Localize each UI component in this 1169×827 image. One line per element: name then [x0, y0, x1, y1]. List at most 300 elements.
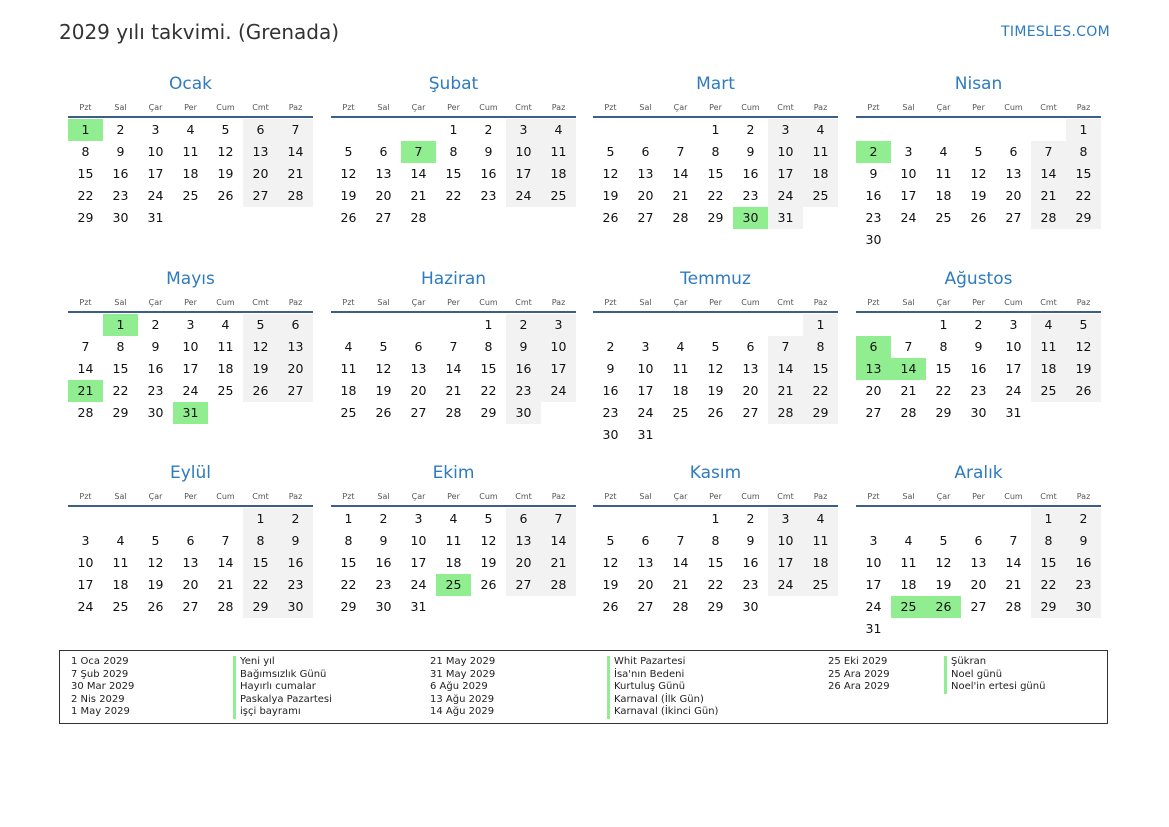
holiday-date: 13 Ağu 2029 [430, 693, 495, 705]
holiday-names-column [233, 656, 332, 719]
empty-day-cell [436, 314, 471, 336]
day-cell: 20 [410, 383, 427, 398]
weekday-label: Per [184, 492, 197, 501]
day-cell: 5 [939, 533, 948, 548]
day-cell: 23 [970, 383, 987, 398]
empty-day-cell [593, 508, 628, 530]
day-cell: 6 [746, 339, 755, 354]
weekday-label: Pzt [79, 298, 92, 307]
weekday-label: Çar [411, 298, 426, 307]
weekend-day-cell: 20 [506, 552, 541, 574]
weekend-day-cell: 17 [768, 552, 803, 574]
day-cell: 23 [865, 210, 882, 225]
weekday-label: Per [709, 492, 722, 501]
day-cell: 9 [151, 339, 160, 354]
day-cell: 28 [217, 599, 234, 614]
day-cell: 25 [112, 599, 129, 614]
empty-day-cell [1031, 229, 1066, 251]
week-row [331, 119, 576, 141]
weekend-day-cell: 27 [243, 185, 278, 207]
empty-day-cell [541, 402, 576, 424]
weekday-label: Cum [479, 298, 498, 307]
week-row [68, 530, 313, 552]
day-cell: 12 [217, 144, 234, 159]
weekday-header [68, 295, 313, 311]
day-cell: 8 [711, 533, 720, 548]
weekday-label: Cmt [515, 492, 532, 501]
empty-day-cell [593, 314, 628, 336]
empty-day-cell [891, 314, 926, 336]
day-cell: 23 [375, 577, 392, 592]
holiday-day-cell: 1 [68, 119, 103, 141]
empty-day-cell [803, 424, 838, 446]
holiday-day-cell: 26 [926, 596, 961, 618]
empty-day-cell [173, 508, 208, 530]
week-row [331, 207, 576, 229]
empty-day-cell [996, 119, 1031, 141]
day-cell: 19 [147, 577, 164, 592]
weekend-day-cell: 25 [541, 185, 576, 207]
week-row [593, 185, 838, 207]
weekday-label: Pzt [79, 492, 92, 501]
weekday-label: Sal [377, 298, 390, 307]
empty-day-cell [436, 207, 471, 229]
day-cell: 10 [77, 555, 94, 570]
day-cell: 31 [147, 210, 164, 225]
day-cell: 21 [672, 577, 689, 592]
day-cell: 4 [904, 533, 913, 548]
empty-day-cell [506, 596, 541, 618]
weekday-header [593, 295, 838, 311]
empty-day-cell [68, 314, 103, 336]
day-cell: 3 [869, 533, 878, 548]
weekend-day-cell: 2 [1066, 508, 1101, 530]
day-cell: 5 [606, 144, 615, 159]
day-cell: 30 [112, 210, 129, 225]
day-cell: 7 [1009, 533, 1018, 548]
day-cell: 16 [112, 166, 129, 181]
holiday-name: işçi bayramı [233, 706, 332, 719]
day-cell: 12 [480, 533, 497, 548]
empty-day-cell [628, 314, 663, 336]
day-cell: 9 [379, 533, 388, 548]
weekend-day-cell: 16 [278, 552, 313, 574]
month-7 [593, 269, 838, 446]
day-cell: 8 [81, 144, 90, 159]
day-cell: 18 [672, 383, 689, 398]
empty-day-cell [506, 207, 541, 229]
day-cell: 1 [711, 511, 720, 526]
empty-day-cell [593, 119, 628, 141]
empty-day-cell [803, 207, 838, 229]
holiday-day-cell: 25 [891, 596, 926, 618]
week-row [856, 141, 1101, 163]
week-row [331, 402, 576, 424]
day-cell: 22 [445, 188, 462, 203]
week-row [593, 358, 838, 380]
day-cell: 20 [865, 383, 882, 398]
day-cell: 12 [970, 166, 987, 181]
month-name: Nisan [954, 74, 1003, 94]
day-cell: 27 [865, 405, 882, 420]
weekday-header [856, 489, 1101, 505]
holiday-name: Karnaval (İlk Gün) [607, 694, 718, 707]
weekday-label: Pzt [604, 103, 617, 112]
day-cell: 19 [970, 188, 987, 203]
holiday-dates-column [430, 656, 495, 719]
holiday-day-cell: 14 [891, 358, 926, 380]
day-cell: 21 [1005, 577, 1022, 592]
holiday-name: Paskalya Pazartesi [233, 694, 332, 707]
day-cell: 12 [602, 555, 619, 570]
weekend-day-cell: 10 [541, 336, 576, 358]
day-cell: 7 [449, 339, 458, 354]
day-cell: 22 [707, 188, 724, 203]
day-cell: 8 [344, 533, 353, 548]
weekend-day-cell: 19 [1066, 358, 1101, 380]
day-cell: 30 [602, 427, 619, 442]
empty-day-cell [926, 119, 961, 141]
weekend-day-cell: 10 [768, 530, 803, 552]
week-row [593, 141, 838, 163]
month-divider [68, 311, 313, 313]
empty-day-cell [1031, 402, 1066, 424]
day-cell: 6 [379, 144, 388, 159]
empty-day-cell [733, 314, 768, 336]
weekend-day-cell: 5 [243, 314, 278, 336]
weekday-label: Paz [551, 492, 566, 501]
empty-day-cell [996, 229, 1031, 251]
week-row [68, 119, 313, 141]
empty-day-cell [366, 314, 401, 336]
holiday-day-cell: 25 [436, 574, 471, 596]
day-cell: 28 [672, 210, 689, 225]
day-cell: 11 [217, 339, 234, 354]
empty-day-cell [366, 119, 401, 141]
empty-day-cell [1031, 119, 1066, 141]
day-cell: 11 [445, 533, 462, 548]
weekday-label: Cmt [252, 492, 269, 501]
day-cell: 26 [602, 210, 619, 225]
empty-day-cell [1066, 618, 1101, 640]
holiday-day-cell: 6 [856, 336, 891, 358]
weekend-day-cell: 22 [1031, 574, 1066, 596]
day-cell: 18 [182, 166, 199, 181]
day-cell: 26 [340, 210, 357, 225]
weekend-day-cell: 26 [243, 380, 278, 402]
weekend-day-cell: 24 [541, 380, 576, 402]
weekday-label: Çar [936, 492, 951, 501]
weekday-label: Cmt [1040, 298, 1057, 307]
week-row [331, 336, 576, 358]
month-10 [331, 463, 576, 618]
weekday-label: Çar [673, 492, 688, 501]
empty-day-cell [663, 424, 698, 446]
holiday-date: 21 May 2029 [430, 656, 496, 667]
day-cell: 15 [340, 555, 357, 570]
day-cell: 20 [637, 188, 654, 203]
empty-day-cell [891, 119, 926, 141]
weekend-day-cell: 2 [506, 314, 541, 336]
weekday-label: Cmt [777, 103, 794, 112]
weekday-label: Per [709, 298, 722, 307]
weekday-label: Sal [377, 103, 390, 112]
day-cell: 22 [340, 577, 357, 592]
day-cell: 20 [742, 383, 759, 398]
day-cell: 23 [602, 405, 619, 420]
day-cell: 14 [672, 555, 689, 570]
month-divider [331, 116, 576, 118]
weekday-label: Cum [216, 298, 235, 307]
week-row [68, 336, 313, 358]
day-cell: 4 [939, 144, 948, 159]
day-cell: 28 [900, 405, 917, 420]
day-cell: 6 [641, 533, 650, 548]
weekend-day-cell: 13 [278, 336, 313, 358]
week-row [331, 314, 576, 336]
day-cell: 30 [865, 232, 882, 247]
week-row [593, 508, 838, 530]
holiday-date: 1 Oca 2029 [71, 656, 129, 667]
day-cell: 15 [707, 166, 724, 181]
weekend-day-cell: 25 [1031, 380, 1066, 402]
weekend-day-cell: 27 [278, 380, 313, 402]
day-cell: 18 [445, 555, 462, 570]
month-name: Haziran [420, 269, 487, 289]
weekday-label: Paz [551, 103, 566, 112]
weekday-label: Pzt [342, 492, 355, 501]
weekend-day-cell: 6 [243, 119, 278, 141]
weekend-day-cell: 4 [1031, 314, 1066, 336]
day-cell: 31 [637, 427, 654, 442]
day-cell: 14 [445, 361, 462, 376]
day-cell: 5 [151, 533, 160, 548]
weekday-label: Pzt [867, 298, 880, 307]
weekend-day-cell: 18 [803, 552, 838, 574]
weekday-label: Cum [479, 103, 498, 112]
weekend-day-cell: 15 [243, 552, 278, 574]
empty-day-cell [541, 596, 576, 618]
day-cell: 3 [414, 511, 423, 526]
weekday-header [856, 100, 1101, 116]
day-cell: 28 [445, 405, 462, 420]
weekend-day-cell: 24 [506, 185, 541, 207]
day-cell: 16 [865, 188, 882, 203]
weekday-label: Sal [639, 298, 652, 307]
weekend-day-cell: 26 [1066, 380, 1101, 402]
weekday-label: Paz [813, 298, 828, 307]
day-cell: 23 [147, 383, 164, 398]
holiday-dates-column [71, 656, 134, 719]
month-name: Temmuz [680, 269, 751, 289]
month-name: Aralık [954, 463, 1003, 483]
day-cell: 10 [410, 533, 427, 548]
day-cell: 19 [935, 577, 952, 592]
day-cell: 19 [602, 577, 619, 592]
day-cell: 21 [445, 383, 462, 398]
month-divider [593, 116, 838, 118]
empty-day-cell [856, 314, 891, 336]
weekday-label: Per [972, 492, 985, 501]
weekend-day-cell: 12 [1066, 336, 1101, 358]
weekend-day-cell: 7 [278, 119, 313, 141]
day-cell: 20 [375, 188, 392, 203]
empty-day-cell [628, 508, 663, 530]
weekend-day-cell: 18 [803, 163, 838, 185]
empty-day-cell [891, 229, 926, 251]
day-cell: 4 [449, 511, 458, 526]
empty-day-cell [208, 207, 243, 229]
month-name: Mart [696, 74, 735, 94]
day-cell: 9 [484, 144, 493, 159]
empty-day-cell [926, 618, 961, 640]
weekday-label: Sal [377, 492, 390, 501]
day-cell: 10 [1005, 339, 1022, 354]
day-cell: 18 [935, 188, 952, 203]
day-cell: 2 [379, 511, 388, 526]
day-cell: 17 [147, 166, 164, 181]
day-cell: 22 [707, 577, 724, 592]
day-cell: 29 [77, 210, 94, 225]
weekend-day-cell: 7 [541, 508, 576, 530]
holiday-day-cell: 31 [173, 402, 208, 424]
day-cell: 15 [480, 361, 497, 376]
empty-day-cell [996, 618, 1031, 640]
holiday-name: İsa'nın Bedeni [607, 669, 718, 682]
weekday-label: Paz [288, 492, 303, 501]
empty-day-cell [471, 596, 506, 618]
empty-day-cell [278, 402, 313, 424]
day-cell: 5 [344, 144, 353, 159]
week-row [68, 314, 313, 336]
empty-day-cell [628, 119, 663, 141]
weekday-header [331, 295, 576, 311]
weekday-label: Çar [673, 298, 688, 307]
day-cell: 3 [186, 317, 195, 332]
day-cell: 3 [151, 122, 160, 137]
weekday-label: Sal [639, 103, 652, 112]
day-cell: 24 [900, 210, 917, 225]
month-name: Eylül [169, 463, 212, 483]
day-cell: 22 [77, 188, 94, 203]
weekend-day-cell: 4 [803, 508, 838, 530]
weekday-label: Cmt [1040, 103, 1057, 112]
day-cell: 9 [746, 144, 755, 159]
day-cell: 22 [935, 383, 952, 398]
day-cell: 22 [112, 383, 129, 398]
weekday-label: Çar [148, 298, 163, 307]
weekend-day-cell: 17 [506, 163, 541, 185]
weekday-label: Pzt [79, 103, 92, 112]
week-row [593, 380, 838, 402]
week-row [593, 424, 838, 446]
day-cell: 29 [112, 405, 129, 420]
empty-day-cell [803, 596, 838, 618]
weekend-day-cell: 18 [1031, 358, 1066, 380]
day-cell: 16 [602, 383, 619, 398]
week-row [593, 574, 838, 596]
holiday-names-column [944, 656, 1045, 694]
week-row [331, 574, 576, 596]
weekend-day-cell: 6 [278, 314, 313, 336]
day-cell: 23 [742, 188, 759, 203]
day-cell: 8 [711, 144, 720, 159]
day-cell: 17 [1005, 361, 1022, 376]
weekday-label: Pzt [604, 298, 617, 307]
empty-day-cell [208, 508, 243, 530]
week-row [856, 530, 1101, 552]
day-cell: 16 [147, 361, 164, 376]
holiday-date: 25 Eki 2029 [828, 656, 888, 667]
day-cell: 23 [480, 188, 497, 203]
day-cell: 26 [217, 188, 234, 203]
day-cell: 27 [742, 405, 759, 420]
day-cell: 31 [1005, 405, 1022, 420]
day-cell: 9 [606, 361, 615, 376]
week-row [856, 336, 1101, 358]
day-cell: 26 [970, 210, 987, 225]
weekend-day-cell: 28 [1031, 207, 1066, 229]
day-cell: 1 [939, 317, 948, 332]
empty-day-cell [856, 508, 891, 530]
day-cell: 29 [340, 599, 357, 614]
day-cell: 5 [484, 511, 493, 526]
holiday-day-cell: 7 [401, 141, 436, 163]
weekend-day-cell: 15 [1066, 163, 1101, 185]
day-cell: 14 [410, 166, 427, 181]
day-cell: 19 [707, 383, 724, 398]
weekday-label: Çar [936, 298, 951, 307]
weekday-label: Pzt [867, 103, 880, 112]
day-cell: 24 [182, 383, 199, 398]
empty-day-cell [401, 314, 436, 336]
weekend-day-cell: 21 [768, 380, 803, 402]
day-cell: 8 [484, 339, 493, 354]
day-cell: 11 [182, 144, 199, 159]
empty-day-cell [243, 402, 278, 424]
holiday-name: Noel'in ertesi günü [944, 681, 1045, 694]
empty-day-cell [926, 508, 961, 530]
weekend-day-cell: 29 [803, 402, 838, 424]
empty-day-cell [68, 508, 103, 530]
weekend-day-cell: 6 [506, 508, 541, 530]
weekday-header [593, 100, 838, 116]
holiday-day-cell: 1 [103, 314, 138, 336]
week-row [68, 380, 313, 402]
month-9 [68, 463, 313, 618]
weekend-day-cell: 24 [768, 185, 803, 207]
weekend-day-cell: 28 [541, 574, 576, 596]
week-row [68, 163, 313, 185]
weekday-label: Cmt [1040, 492, 1057, 501]
weekend-day-cell: 4 [541, 119, 576, 141]
weekday-label: Per [447, 103, 460, 112]
empty-day-cell [138, 508, 173, 530]
day-cell: 8 [116, 339, 125, 354]
empty-day-cell [698, 424, 733, 446]
weekend-day-cell: 9 [278, 530, 313, 552]
holiday-name: Şükran [944, 656, 1045, 669]
site-logo-link[interactable]: TIMESLES.COM [1001, 24, 1110, 40]
month-6 [331, 269, 576, 424]
weekend-day-cell: 14 [768, 358, 803, 380]
month-2 [331, 74, 576, 229]
day-cell: 24 [865, 599, 882, 614]
month-divider [68, 505, 313, 507]
day-cell: 25 [672, 405, 689, 420]
weekend-day-cell: 30 [278, 596, 313, 618]
month-name: Ekim [432, 463, 475, 483]
